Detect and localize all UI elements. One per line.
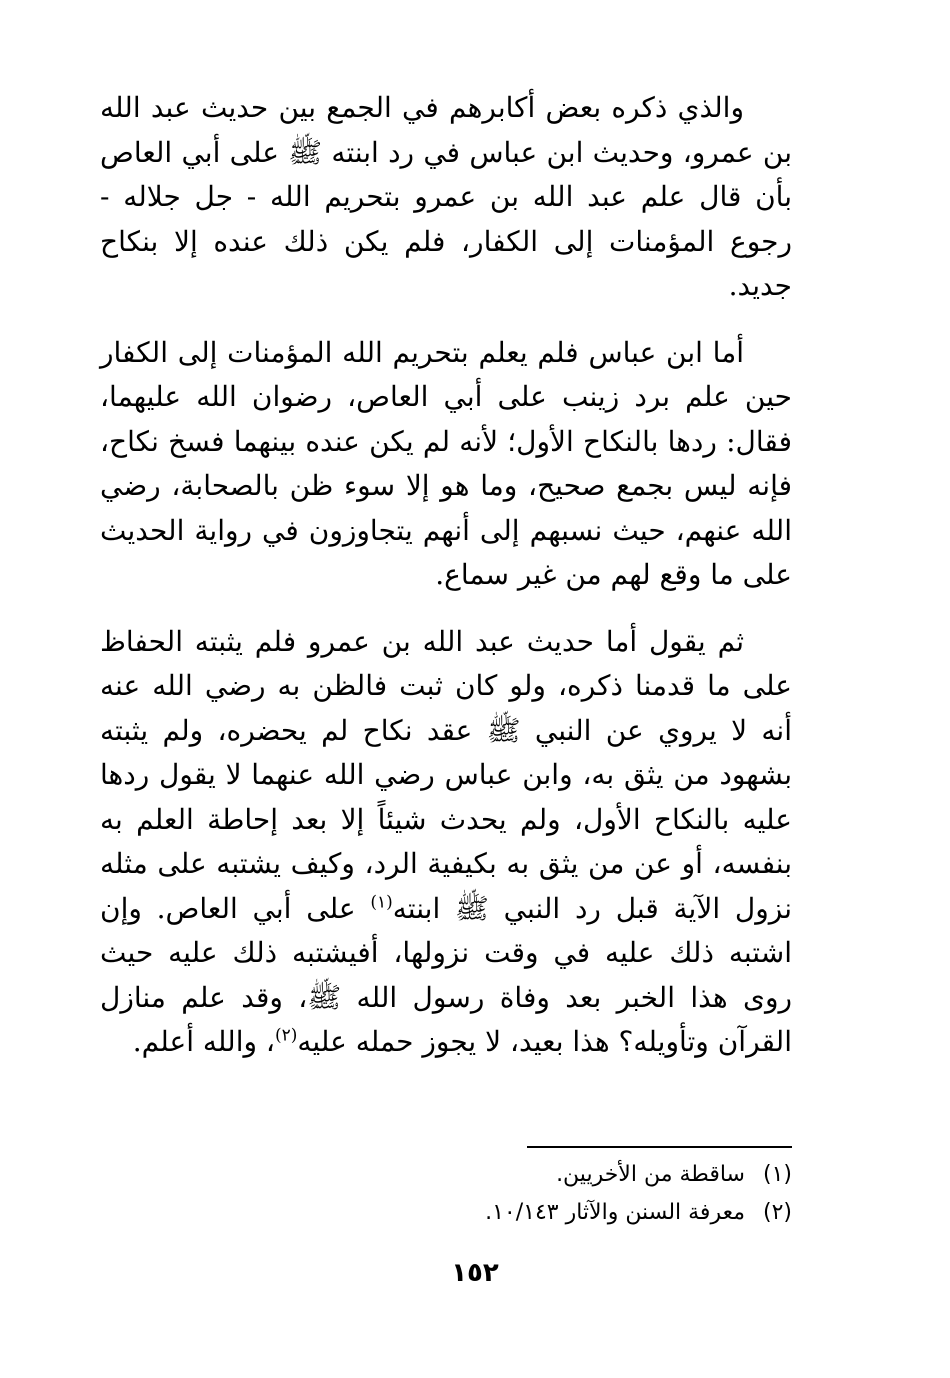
main-text xyxy=(100,86,792,1087)
footnote-1-number: (١) xyxy=(762,1162,792,1187)
footnote-2-number: (٢) xyxy=(762,1200,792,1225)
footnote-1 xyxy=(100,1156,792,1194)
footnote-2 xyxy=(100,1194,792,1232)
page-number: ١٥٢ xyxy=(451,1258,499,1288)
paragraph-3-text-part-2: على أبي العاص. وإن اشتبه ذلك عليه في وقت نزولها، أفيشتبه ذلك عليه حيث روى هذا الخبر بعد وفاة رسول الله ﷺ، وقد علم منازل القرآن وتأويله؟ هذا بعيد، لا يجوز حمله عليه xyxy=(100,891,792,1058)
footnote-separator xyxy=(527,1146,792,1148)
paragraph-1 xyxy=(100,86,792,309)
footnote-marker-1: (١) xyxy=(370,892,393,913)
paragraph-3 xyxy=(100,620,792,1065)
footnote-marker-2: (٢) xyxy=(274,1025,298,1046)
paragraph-3-text-part-1: ثم يقول أما حديث عبد الله بن عمرو فلم يثبته الحفاظ على ما قدمنا ذكره، ولو كان ثبت فالظن به رضي الله عنه أنه لا يروي عن النبي ﷺ عقد نكاح لم يحضره، ولم يثبته بشهود من يثق به، وابن عباس رضي الله عنهما لا يقول ردها عليه بالنكاح الأول، ولم يحدث شيئاً إلا بعد إحاطة العلم به بنفسه، أو عن من يثق به بكيفية الرد، وكيف يشتبه على مثله نزول الآية قبل رد النبي ﷺ ابنته xyxy=(100,624,792,925)
paragraph-1-text: والذي ذكره بعض أكابرهم في الجمع بين حديث عبد الله بن عمرو، وحديث ابن عباس في رد ابنته ﷺ على أبي العاص بأن قال علم عبد الله بن عمرو بتحريم الله - جل جلاله - رجوع المؤمنات إلى الكفار، فلم يكن ذلك عنده إلا بنكاح جديد. xyxy=(100,91,792,302)
footnote-1-text: ساقطة من الأخريين. xyxy=(556,1162,745,1187)
paragraph-3-text-part-3: ، والله أعلم. xyxy=(132,1025,275,1058)
paragraph-2 xyxy=(100,331,792,598)
footnotes xyxy=(100,1156,792,1232)
footnote-2-text: معرفة السنن والآثار ١٠/١٤٣. xyxy=(485,1200,745,1225)
paragraph-2-text: أما ابن عباس فلم يعلم بتحريم الله المؤمنات إلى الكفار حين علم برد زينب على أبي العاص، رضوان الله عليهما، فقال: ردها بالنكاح الأول؛ لأنه لم يكن عنده بينهما فسخ نكاح، فإنه ليس بجمع صحيح، وما هو إلا سوء ظن بالصحابة، رضي الله عنهم، حيث نسبهم إلى أنهم يتجاوزون في رواية الحديث على ما وقع لهم من غير سماع. xyxy=(100,335,792,591)
